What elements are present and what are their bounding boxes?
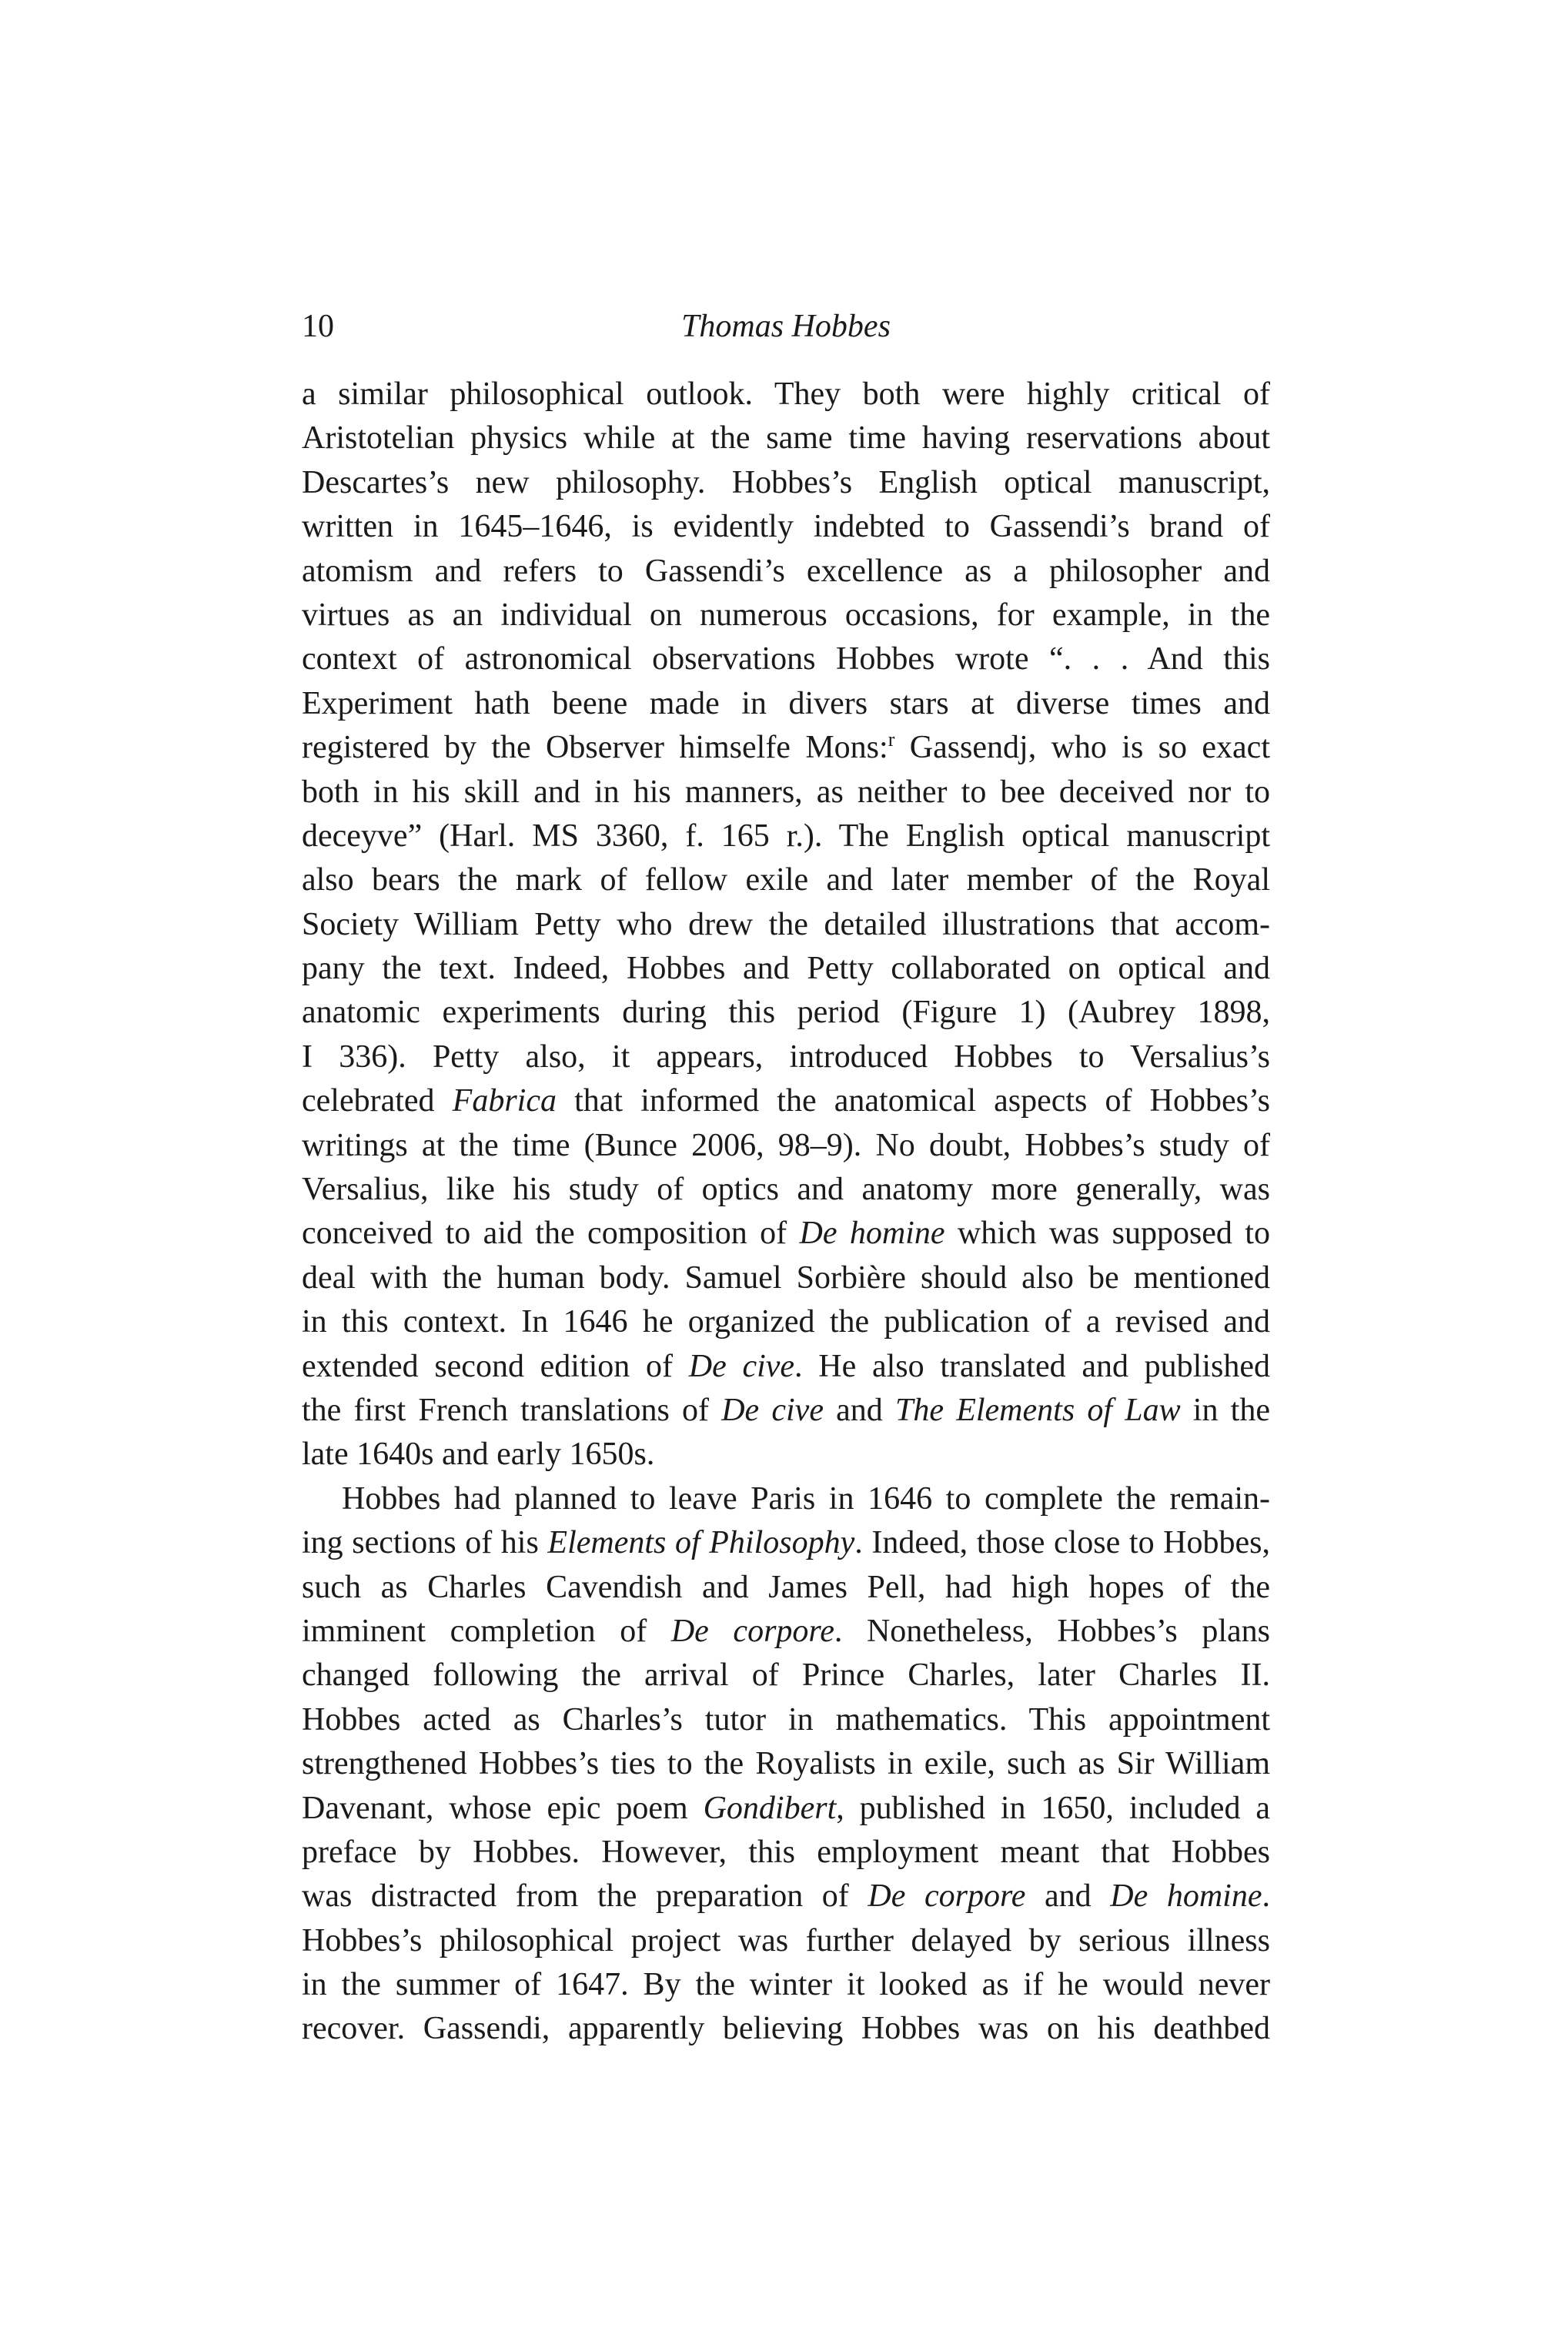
text-line (302, 1035, 1270, 1079)
text-segment: also bears the mark of fellow exile and later member of the Royal (302, 862, 1270, 898)
page-number: 10 (302, 309, 334, 344)
text-line (302, 373, 1270, 416)
text-line (302, 1654, 1270, 1697)
text-line (302, 726, 1270, 770)
text-segment: Descartes’s new philosophy. Hobbes’s English optical manuscript, (302, 464, 1270, 500)
text-segment: Davenant, whose epic poem (302, 1790, 704, 1826)
text-line (302, 1212, 1270, 1256)
text-segment: the first French translations of (302, 1392, 722, 1428)
text-line (302, 1300, 1270, 1344)
body-text (302, 373, 1270, 2052)
text-line (302, 1079, 1270, 1123)
text-line (302, 505, 1270, 549)
text-segment: written in 1645–1646, is evidently indebted to Gassendi’s brand of (302, 509, 1270, 545)
text-segment: preface by Hobbes. However, this employment meant that Hobbes (302, 1834, 1270, 1870)
text-segment: anatomic experiments during this period (Figure 1) (Aubrey 1898, (302, 995, 1270, 1031)
text-line (302, 1831, 1270, 1875)
text-segment: such as Charles Cavendish and James Pell, had high hopes of the (302, 1569, 1270, 1605)
text-segment: that informed the anatomical aspects of Hobbes’s (556, 1083, 1270, 1119)
text-segment: Experiment hath beene made in divers stars at diverse times and (302, 685, 1270, 721)
text-line (302, 1433, 1270, 1477)
text-line (302, 1963, 1270, 2007)
text-line (302, 1742, 1270, 1786)
running-title: Thomas Hobbes (681, 309, 891, 344)
italic-title: The Elements of Law (895, 1392, 1181, 1428)
text-segment: . Nonetheless, Hobbes’s plans (834, 1613, 1270, 1649)
text-line (302, 416, 1270, 460)
italic-title: De corpore (868, 1878, 1026, 1915)
text-segment: conceived to aid the composition of (302, 1216, 800, 1252)
text-segment: , published in 1650, included a (836, 1790, 1270, 1826)
text-segment: ing sections of his (302, 1525, 548, 1561)
italic-title: De homine (1110, 1878, 1262, 1915)
italic-title: Fabrica (452, 1083, 557, 1119)
text-line (302, 858, 1270, 902)
text-segment: both in his skill and in his manners, as neither to bee deceived nor to (302, 774, 1270, 810)
text-segment: celebrated (302, 1083, 453, 1119)
text-segment: Society William Petty who drew the detailed illustrations that accom- (302, 906, 1270, 942)
text-line (302, 1168, 1270, 1212)
text-line (302, 1610, 1270, 1654)
text-segment: I 336). Petty also, it appears, introduced Hobbes to Versalius’s (302, 1039, 1270, 1075)
text-line (302, 1566, 1270, 1610)
text-line (302, 947, 1270, 991)
text-segment: strengthened Hobbes’s ties to the Royalists in exile, such as Sir William (302, 1746, 1270, 1782)
text-line (302, 903, 1270, 947)
text-segment: Hobbes’s philosophical project was further delayed by serious illness (302, 1922, 1270, 1958)
text-line (302, 814, 1270, 858)
text-line (302, 991, 1270, 1035)
text-segment: Versalius, like his study of optics and anatomy more generally, was (302, 1172, 1270, 1208)
text-segment: which was supposed to (944, 1216, 1270, 1252)
text-segment: Hobbes had planned to leave Paris in 1646 to complete the remain- (342, 1480, 1270, 1517)
text-line (302, 1389, 1270, 1433)
text-segment: Hobbes acted as Charles’s tutor in mathematics. This appointment (302, 1701, 1270, 1738)
text-segment: a similar philosophical outlook. They both were highly critical of (302, 376, 1270, 412)
text-segment: in the summer of 1647. By the winter it looked as if he would never (302, 1967, 1270, 2003)
text-line (302, 1919, 1270, 1963)
text-segment: changed following the arrival of Prince Charles, later Charles II. (302, 1657, 1270, 1694)
text-line (302, 1256, 1270, 1300)
text-line (302, 594, 1270, 637)
text-segment: in the (1180, 1392, 1270, 1428)
text-segment: registered by the Observer himselfe Mons: (302, 730, 888, 766)
text-segment: pany the text. Indeed, Hobbes and Petty collaborated on optical and (302, 951, 1270, 987)
text-line (302, 1698, 1270, 1742)
text-line (302, 1124, 1270, 1168)
italic-title: De homine (799, 1216, 945, 1252)
text-segment: . Indeed, those close to Hobbes, (854, 1525, 1270, 1561)
text-line (302, 1521, 1270, 1565)
text-segment: context of astronomical observations Hobbes wrote “. . . And this (302, 641, 1270, 677)
text-line (302, 1875, 1270, 1918)
text-line (302, 2007, 1270, 2051)
text-line (302, 637, 1270, 681)
text-segment: Gassendj, who is so exact (894, 730, 1270, 766)
text-segment: extended second edition of (302, 1348, 689, 1384)
text-line (302, 771, 1270, 814)
text-line (302, 1477, 1270, 1521)
text-line (302, 1345, 1270, 1389)
italic-title: De corpore (670, 1613, 834, 1649)
text-segment: virtues as an individual on numerous occasions, for example, in the (302, 597, 1270, 633)
text-segment: late 1640s and early 1650s. (302, 1437, 655, 1473)
italic-title: Elements of Philosophy (547, 1525, 855, 1561)
text-segment: imminent completion of (302, 1613, 671, 1649)
text-segment: writings at the time (Bunce 2006, 98–9). No doubt, Hobbes’s study of (302, 1127, 1270, 1163)
text-segment: . He also translated and published (794, 1348, 1270, 1384)
superscript: r (888, 728, 895, 751)
text-segment: . (1262, 1878, 1270, 1915)
text-segment: atomism and refers to Gassendi’s excellence as a philosopher and (302, 553, 1270, 589)
text-segment: deal with the human body. Samuel Sorbière should also be mentioned (302, 1259, 1270, 1296)
text-segment: in this context. In 1646 he organized the publication of a revised and (302, 1304, 1270, 1340)
text-line (302, 550, 1270, 594)
text-line (302, 461, 1270, 505)
italic-title: De cive (688, 1348, 795, 1384)
text-segment: and (1025, 1878, 1111, 1915)
italic-title: De cive (721, 1392, 824, 1428)
text-segment: and (823, 1392, 896, 1428)
text-line (302, 682, 1270, 726)
italic-title: Gondibert (703, 1790, 837, 1826)
text-line (302, 1787, 1270, 1831)
text-segment: deceyve” (Harl. MS 3360, f. 165 r.). The English optical manuscript (302, 818, 1270, 854)
text-segment: Aristotelian physics while at the same time having reservations about (302, 420, 1270, 457)
text-segment: was distracted from the preparation of (302, 1878, 868, 1915)
text-segment: recover. Gassendi, apparently believing Hobbes was on his deathbed (302, 2011, 1270, 2047)
running-head (302, 303, 1270, 350)
